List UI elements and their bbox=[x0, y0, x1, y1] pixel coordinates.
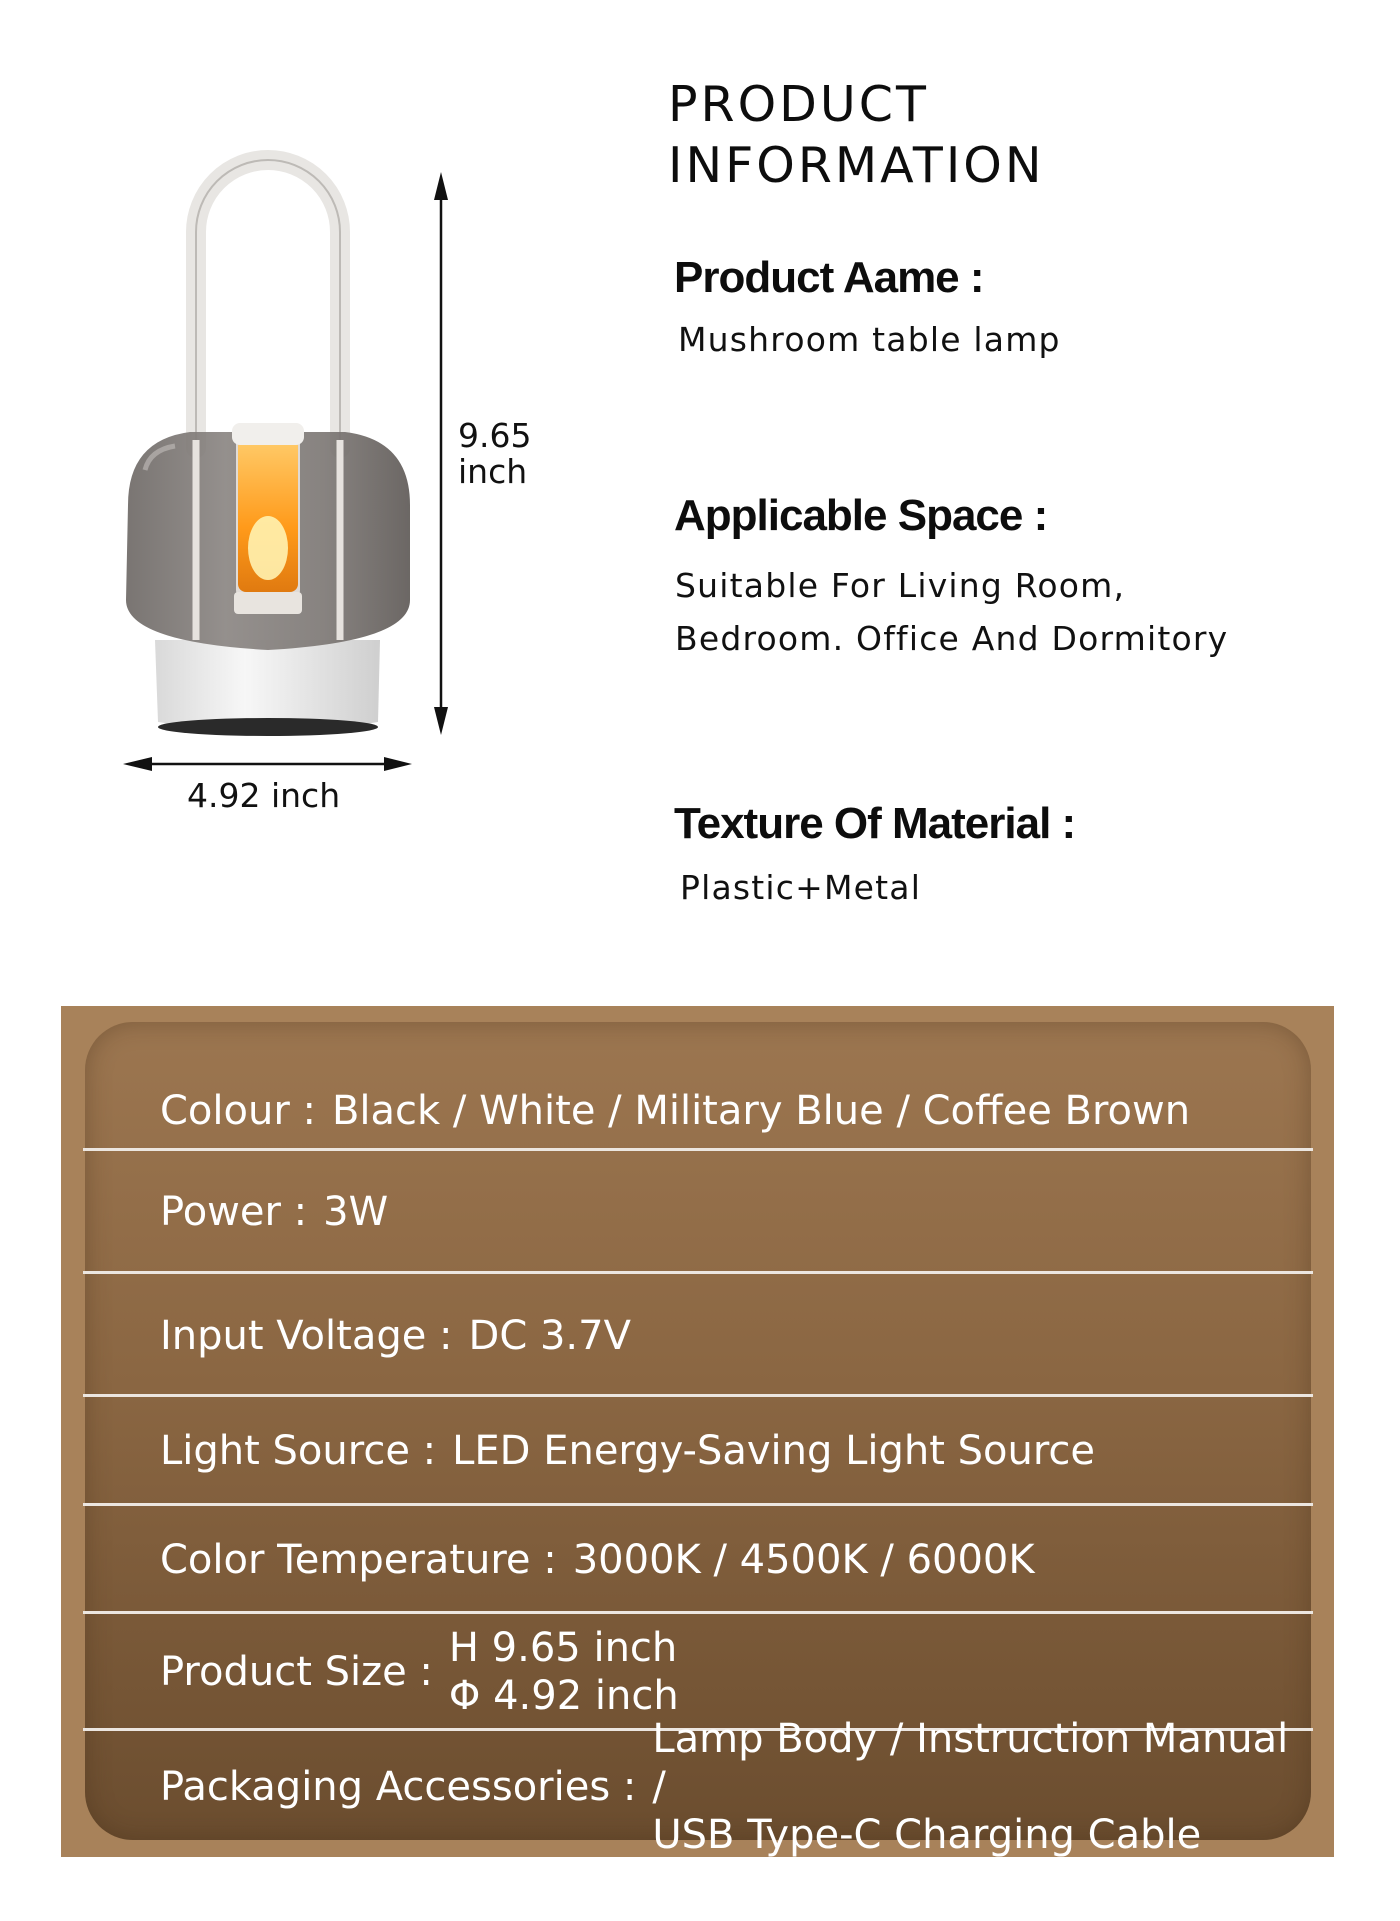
lamp-illustration bbox=[0, 0, 560, 820]
height-value: 9.65 bbox=[458, 416, 532, 455]
applicable-space-value bbox=[675, 559, 1228, 665]
spec-row-light-source bbox=[85, 1398, 1311, 1504]
applicable-space-label: Applicable Space : bbox=[674, 491, 1048, 540]
spec-label-color-temperature: Color Temperature : bbox=[160, 1537, 557, 1583]
spec-value-packaging-line2: USB Type-C Charging Cable bbox=[652, 1812, 1202, 1858]
spec-label-packaging-accessories: Packaging Accessories : bbox=[160, 1764, 637, 1810]
lamp-handle bbox=[196, 160, 340, 448]
spec-value-power: 3W bbox=[323, 1189, 389, 1235]
info-title-line1: PRODUCT bbox=[668, 76, 929, 133]
spec-row-product-size bbox=[85, 1615, 1311, 1728]
spec-value-product-size bbox=[449, 1624, 679, 1720]
spec-value-light-source: LED Energy-Saving Light Source bbox=[452, 1428, 1096, 1474]
info-title bbox=[668, 74, 1045, 196]
height-dimension-label bbox=[458, 418, 531, 489]
spec-label-light-source: Light Source : bbox=[160, 1428, 437, 1474]
spec-label-input-voltage: Input Voltage : bbox=[160, 1313, 453, 1359]
spec-value-packaging-accessories bbox=[652, 1715, 1311, 1859]
flame-icon bbox=[248, 516, 288, 580]
width-dimension-label: 4.92 inch bbox=[187, 776, 341, 815]
applicable-space-line1: Suitable For Living Room, bbox=[675, 566, 1126, 605]
product-name-label: Product Aame : bbox=[674, 253, 984, 302]
spec-divider bbox=[83, 1271, 1313, 1274]
spec-value-packaging-line1: Lamp Body / Instruction Manual / bbox=[652, 1716, 1289, 1810]
lamp-base bbox=[155, 640, 380, 731]
spec-divider bbox=[83, 1503, 1313, 1506]
spec-row-power bbox=[85, 1152, 1311, 1272]
info-title-line2: INFORMATION bbox=[668, 137, 1045, 194]
spec-value-product-size-height: H 9.65 inch bbox=[448, 1624, 678, 1671]
product-name-value: Mushroom table lamp bbox=[678, 320, 1061, 359]
spec-value-product-size-diameter: Φ 4.92 inch bbox=[448, 1672, 679, 1719]
material-label: Texture Of Material : bbox=[674, 799, 1076, 848]
height-unit: inch bbox=[458, 451, 528, 491]
spec-value-colour: Black / White / Military Blue / Coffee Brown bbox=[331, 1088, 1191, 1134]
spec-label-power: Power : bbox=[160, 1189, 308, 1235]
material-value: Plastic+Metal bbox=[680, 868, 922, 907]
spec-label-colour: Colour : bbox=[160, 1088, 316, 1134]
spec-label-product-size: Product Size : bbox=[160, 1648, 433, 1695]
applicable-space-line2: Bedroom. Office And Dormitory bbox=[675, 619, 1229, 658]
spec-divider bbox=[83, 1611, 1313, 1614]
spec-value-input-voltage: DC 3.7V bbox=[468, 1313, 631, 1359]
spec-divider bbox=[83, 1394, 1313, 1397]
spec-value-color-temperature: 3000K / 4500K / 6000K bbox=[572, 1537, 1035, 1583]
spec-row-color-temperature bbox=[85, 1507, 1311, 1613]
spec-row-packaging-accessories bbox=[85, 1716, 1311, 1858]
spec-row-input-voltage bbox=[85, 1275, 1311, 1397]
spec-divider bbox=[83, 1148, 1313, 1151]
